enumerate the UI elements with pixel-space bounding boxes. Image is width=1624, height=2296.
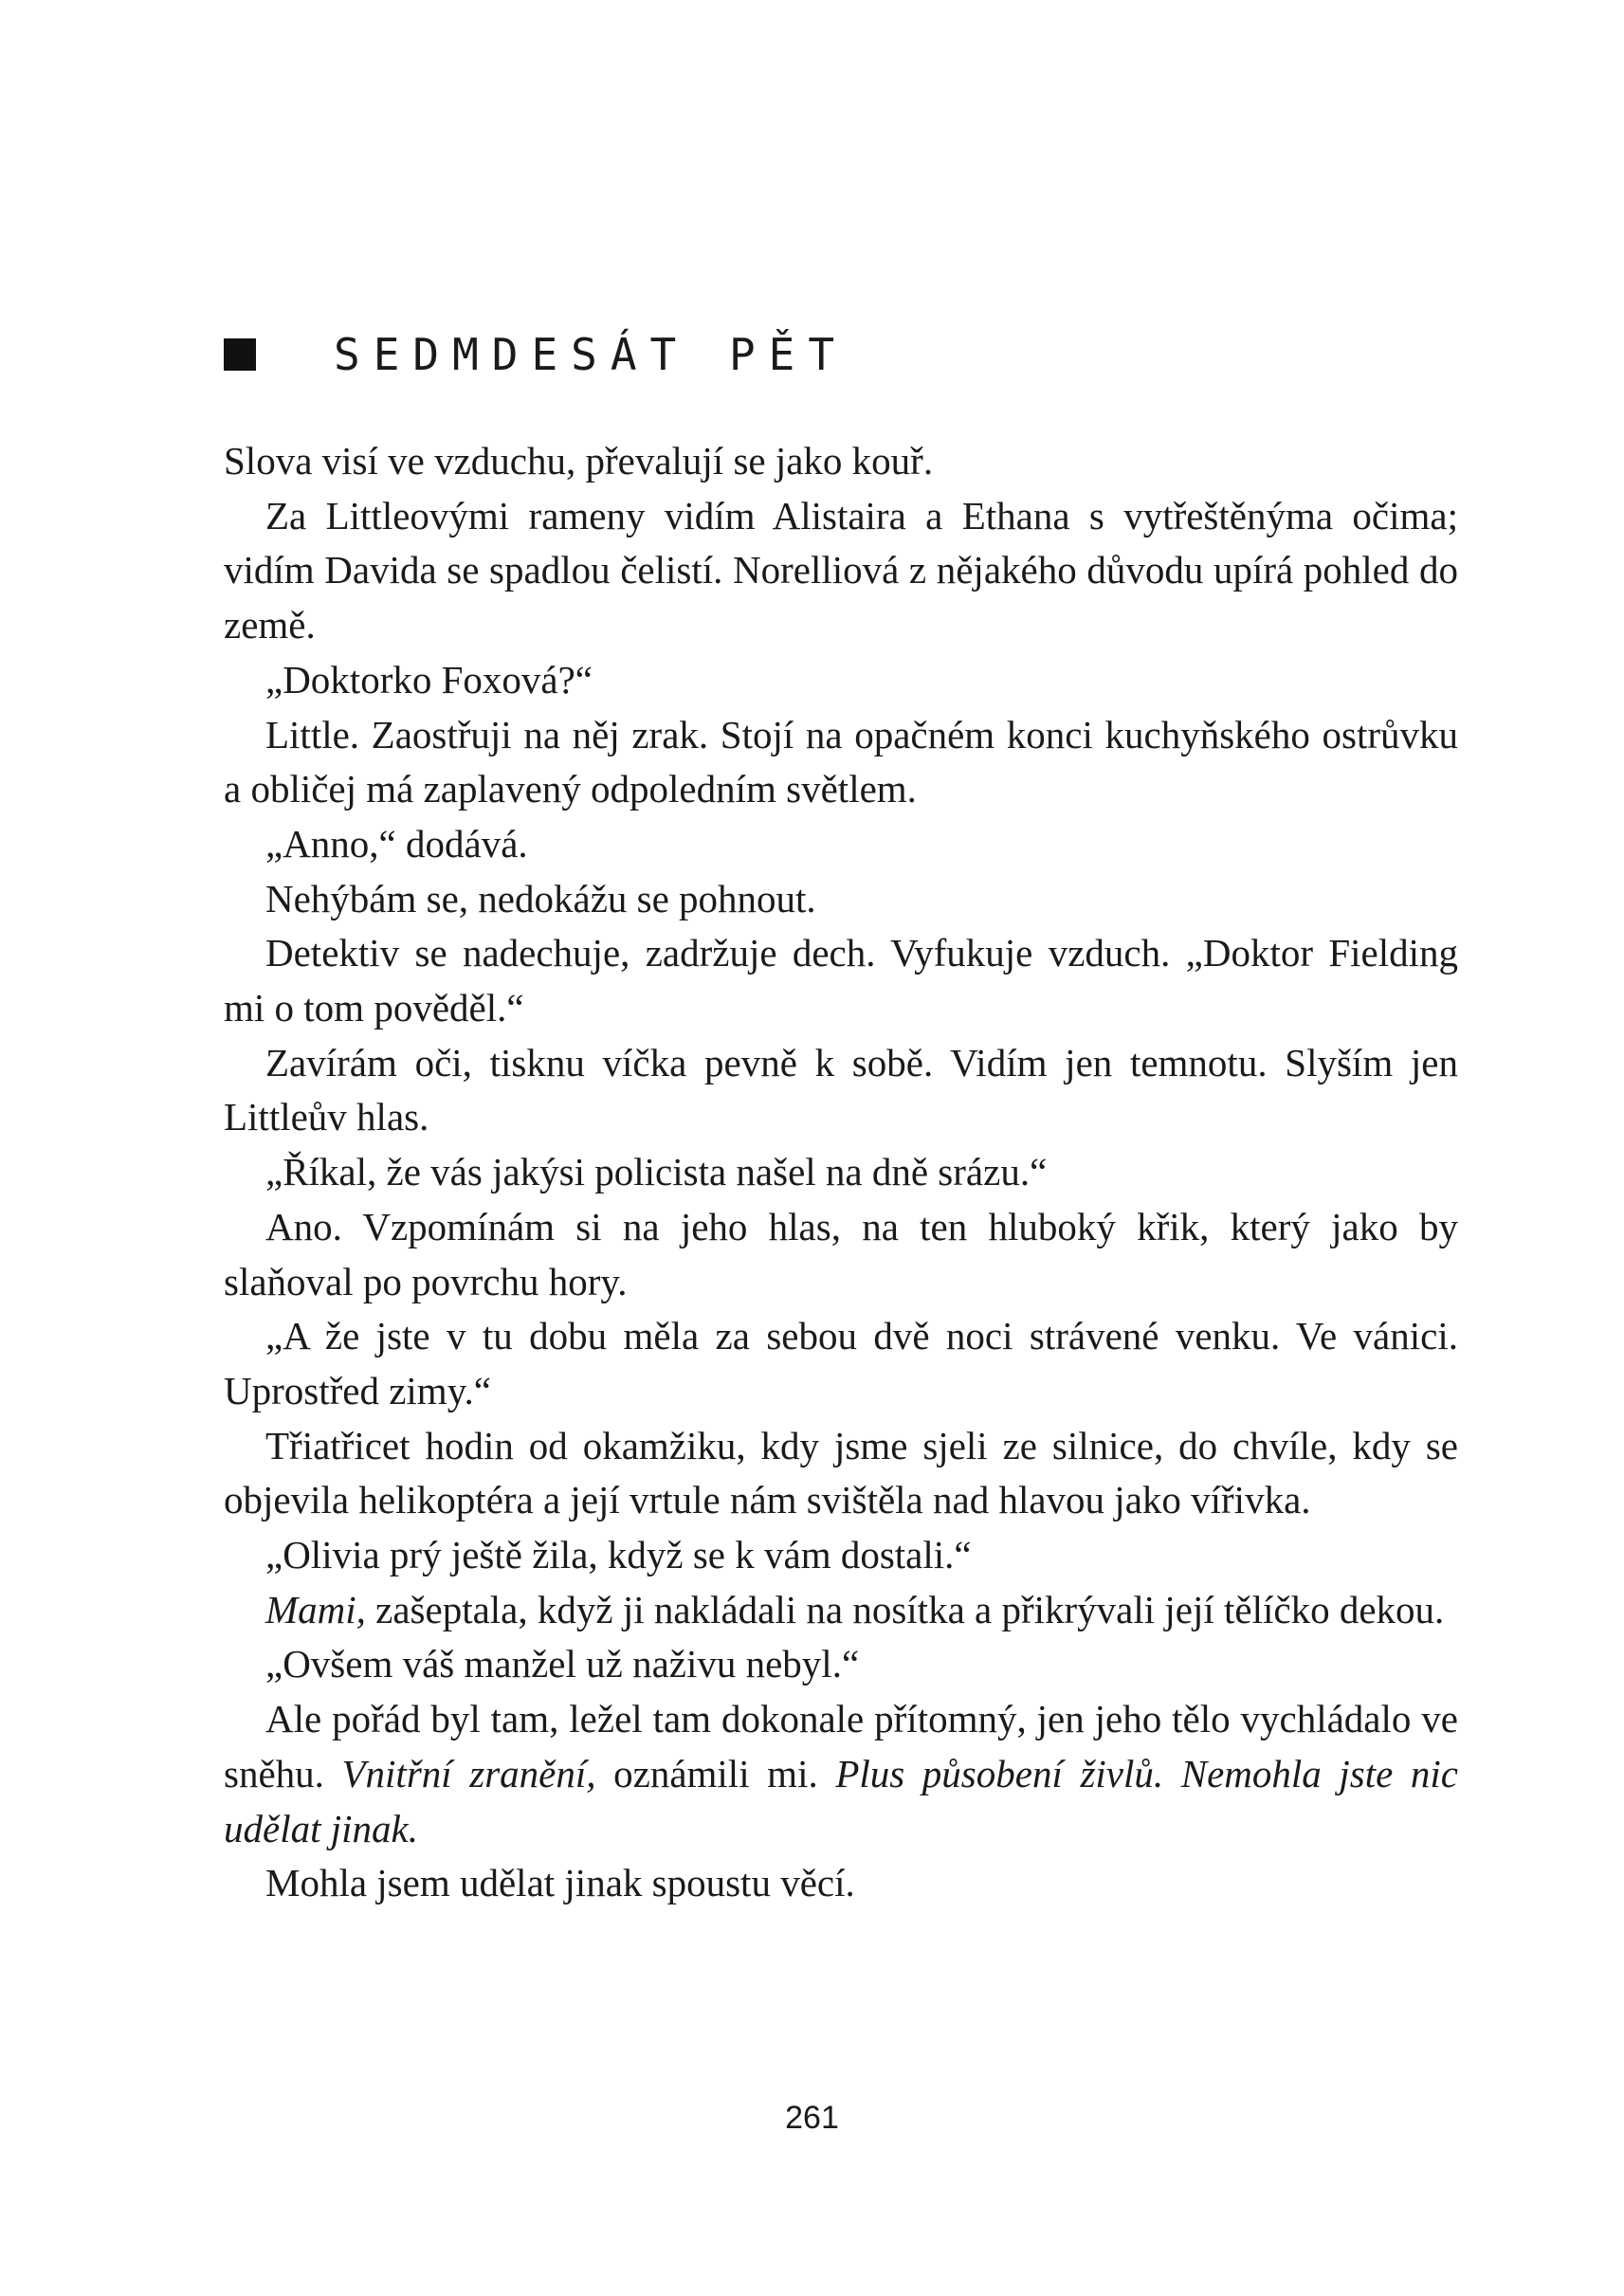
text-run: „Olivia prý ještě žila, když se k vám dostali.“ xyxy=(265,1533,972,1577)
paragraph xyxy=(224,1145,1458,1200)
paragraph xyxy=(224,708,1458,817)
paragraph xyxy=(224,1637,1458,1692)
chapter-body-text xyxy=(224,434,1458,1911)
text-run: „Doktorko Foxová?“ xyxy=(265,657,593,702)
paragraph xyxy=(224,1200,1458,1309)
paragraph xyxy=(224,872,1458,927)
paragraph xyxy=(224,817,1458,872)
text-run: oznámili mi. xyxy=(595,1751,836,1795)
italic-text-run: Vnitřní zranění, xyxy=(341,1751,596,1795)
paragraph xyxy=(224,1419,1458,1528)
text-run: zašeptala, když ji nakládali na nosítka a přikrývali její tělíčko dekou. xyxy=(365,1587,1445,1631)
paragraph xyxy=(224,434,1458,489)
paragraph xyxy=(224,1036,1458,1145)
paragraph xyxy=(224,1528,1458,1583)
text-run: „Ovšem váš manžel už naživu nebyl.“ xyxy=(265,1642,860,1686)
chapter-title: SEDMDESÁT PĚT xyxy=(334,329,848,380)
text-run: „Anno,“ dodává. xyxy=(265,821,528,866)
text-run: Slova visí ve vzduchu, převalují se jako kouř. xyxy=(224,439,934,483)
text-run: Zavírám oči, tisknu víčka pevně k sobě. Vidím jen temnotu. Slyším jen Littleův hlas. xyxy=(224,1040,1458,1139)
paragraph xyxy=(224,926,1458,1035)
paragraph xyxy=(224,1692,1458,1856)
text-run: Ano. Vzpomínám si na jeho hlas, na ten hluboký křik, který jako by slaňoval po povrchu hory. xyxy=(224,1204,1458,1303)
italic-text-run: Mami, xyxy=(265,1587,366,1631)
text-run: Ale pořád byl tam, ležel tam dokonale přítomný, jen jeho tělo vychládalo ve sněhu. xyxy=(224,1697,1458,1795)
text-run: Little. Zaostřuji na něj zrak. Stojí na opačném konci kuchyňského ostrůvku a obličej má zaplavený odpoledním světlem. xyxy=(224,712,1458,811)
paragraph xyxy=(224,653,1458,708)
text-run: Detektiv se nadechuje, zadržuje dech. Vyfukuje vzduch. „Doktor Fielding mi o tom pověděl.“ xyxy=(224,931,1458,1030)
text-run: Za Littleovými rameny vidím Alistaira a Ethana s vytřeštěnýma očima; vidím Davida se spadlou čelistí. Norelliová z nějakého důvodu upírá pohled do země. xyxy=(224,493,1458,647)
text-run: Nehýbám se, nedokážu se pohnout. xyxy=(265,876,816,920)
text-run: Mohla jsem udělat jinak spoustu věcí. xyxy=(265,1861,855,1905)
italic-text-run: Plus působení živlů. Nemohla jste nic udělat jinak. xyxy=(224,1751,1458,1850)
paragraph xyxy=(224,1309,1458,1418)
text-run: „A že jste v tu dobu měla za sebou dvě noci strávené venku. Ve vánici. Uprostřed zimy.“ xyxy=(224,1314,1458,1412)
text-run: „Říkal, že vás jakýsi policista našel na dně srázu.“ xyxy=(265,1150,1048,1194)
text-run: Třiatřicet hodin od okamžiku, kdy jsme sjeli ze silnice, do chvíle, kdy se objevila helikoptéra a její vrtule nám svištěla nad hlavou jako vířivka. xyxy=(224,1423,1458,1522)
chapter-heading xyxy=(224,326,848,383)
paragraph xyxy=(224,489,1458,653)
paragraph xyxy=(224,1583,1458,1638)
paragraph xyxy=(224,1856,1458,1911)
page-number: 261 xyxy=(785,2100,839,2136)
chapter-square-marker xyxy=(224,338,256,371)
